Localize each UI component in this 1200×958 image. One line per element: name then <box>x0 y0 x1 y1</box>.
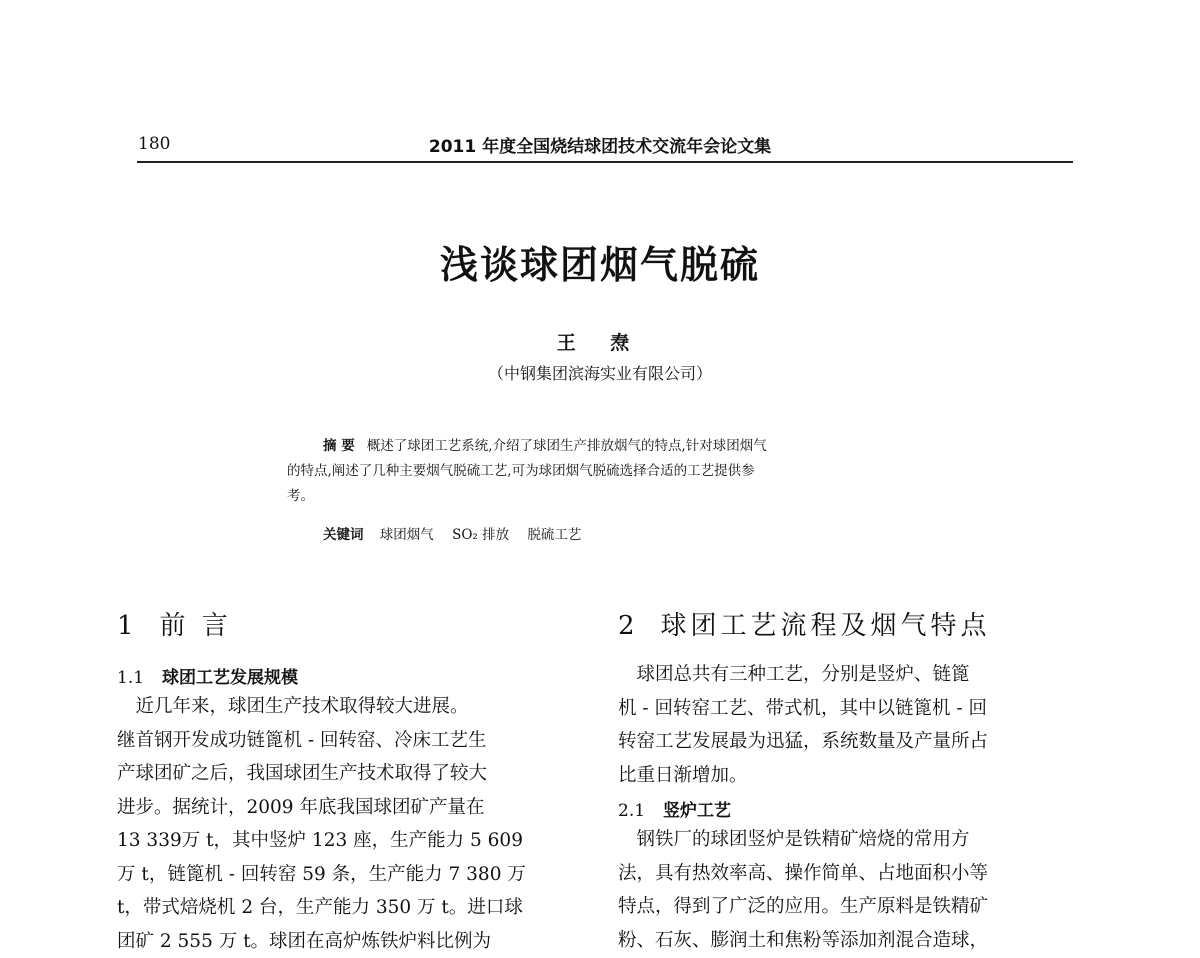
body-line: 机 - 回转窑工艺、带式机，其中以链篦机 - 回 <box>618 692 1078 726</box>
subsection-number: 1.1 <box>117 668 144 688</box>
body-line: 粉、石灰、膨润土和焦粉等添加剂混合造球， <box>618 924 1078 958</box>
subsection-title: 球团工艺发展规模 <box>162 668 298 688</box>
abstract-line: 考。 <box>287 484 905 509</box>
keyword-term: 脱硫工艺 <box>527 527 581 543</box>
subsection-title: 竖炉工艺 <box>663 801 731 821</box>
body-line: 产球团矿之后，我国球团生产技术取得了较大 <box>117 757 577 791</box>
page-number: 180 <box>138 134 170 154</box>
body-line: 钢铁厂的球团竖炉是铁精矿焙烧的常用方 <box>618 823 1078 857</box>
body-line: 比重日渐增加。 <box>618 759 1078 793</box>
section-title: 球团工艺流程及烟气特点 <box>661 611 991 641</box>
body-line: 近几年来，球团生产技术取得较大进展。 <box>117 690 577 724</box>
running-header: 2011 年度全国烧结球团技术交流年会论文集 <box>0 132 1200 157</box>
abstract-line: 概述了球团工艺系统,介绍了球团生产排放烟气的特点,针对球团烟气 <box>367 438 767 454</box>
body-line: 球团总共有三种工艺，分别是竖炉、链篦 <box>618 658 1078 692</box>
author-affiliation: （中钢集团滨海实业有限公司） <box>0 361 1200 384</box>
abstract-line: 的特点,阐述了几种主要烟气脱硫工艺,可为球团烟气脱硫选择合适的工艺提供参 <box>287 459 905 484</box>
body-line: t，带式焙烧机 2 台，生产能力 350 万 t。进口球 <box>117 891 577 925</box>
body-line: 团矿 2 555 万 t。球团在高炉炼铁炉料比例为 <box>117 925 577 958</box>
section-2-1-body <box>618 823 1078 957</box>
section-number: 1 <box>117 611 138 641</box>
body-line: 继首钢开发成功链篦机 - 回转窑、冷床工艺生 <box>117 724 577 758</box>
keywords-label: 关键词 <box>323 527 364 543</box>
abstract <box>287 434 905 509</box>
body-line: 法，具有热效率高、操作简单、占地面积小等 <box>618 857 1078 891</box>
keyword-term: 球团烟气 <box>380 527 434 543</box>
section-2-intro <box>618 658 1078 792</box>
body-line: 万 t，链篦机 - 回转窑 59 条，生产能力 7 380 万 <box>117 858 577 892</box>
author-name: 王 焘 <box>0 328 1200 355</box>
body-line: 特点，得到了广泛的应用。生产原料是铁精矿 <box>618 890 1078 924</box>
body-line: 进步。据统计，2009 年底我国球团矿产量在 <box>117 791 577 825</box>
keywords <box>323 523 595 543</box>
section-1-heading <box>117 605 232 642</box>
body-line: 转窑工艺发展最为迅猛，系统数量及产量所占 <box>618 725 1078 759</box>
section-number: 2 <box>618 611 639 641</box>
header-rule <box>137 161 1073 163</box>
subsection-2-1-heading <box>618 796 731 821</box>
subsection-number: 2.1 <box>618 801 645 821</box>
section-2-heading <box>618 605 991 642</box>
keyword-term: SO₂ 排放 <box>452 527 509 543</box>
body-line: 13 339万 t，其中竖炉 123 座，生产能力 5 609 <box>117 824 577 858</box>
subsection-1-1-heading <box>117 663 298 688</box>
article-title: 浅谈球团烟气脱硫 <box>0 234 1200 289</box>
abstract-label: 摘 要 <box>323 438 355 454</box>
section-1-1-body <box>117 690 577 958</box>
section-title: 前 言 <box>160 611 232 641</box>
